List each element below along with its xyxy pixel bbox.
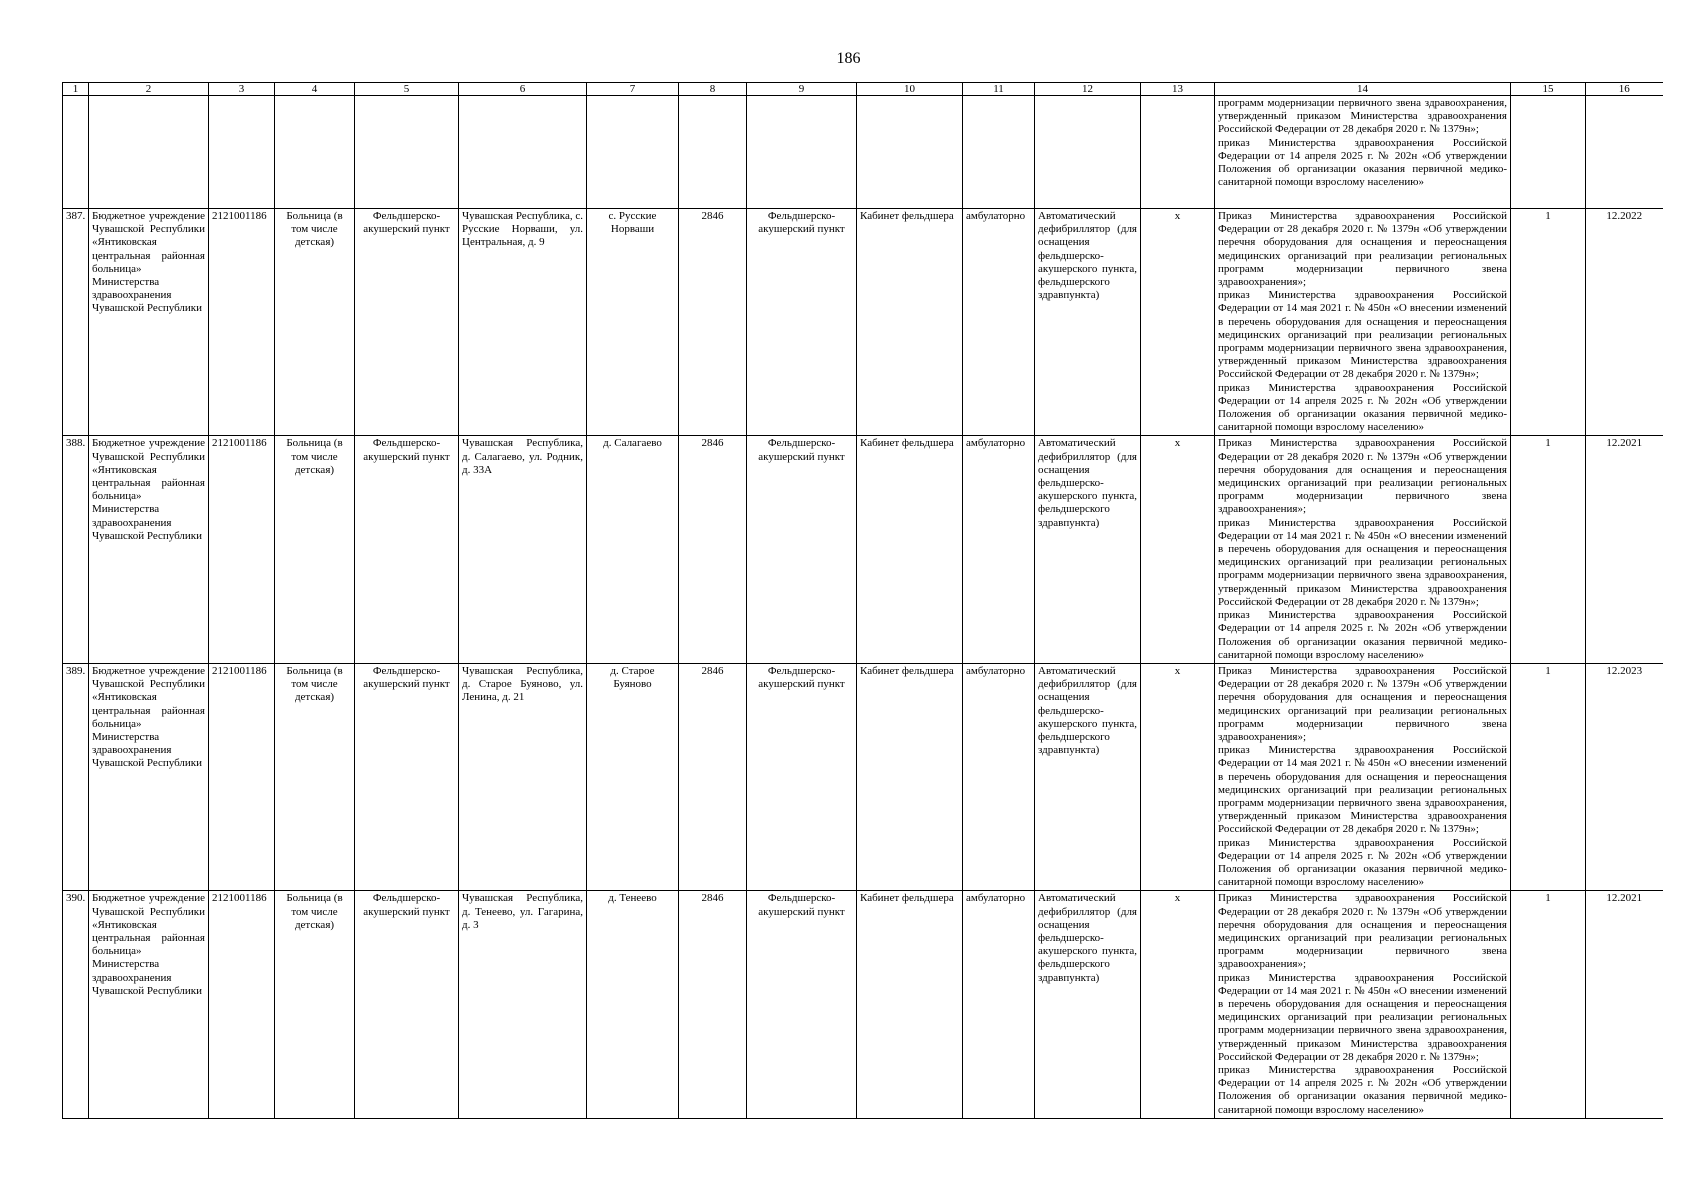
header-row bbox=[63, 83, 1663, 96]
date-cell: 12.2021 bbox=[1586, 891, 1663, 1118]
unit-cell: Фельдшерско-акушерский пункт bbox=[355, 209, 459, 436]
row-number: 389. bbox=[63, 663, 89, 890]
inn-cell: 2121001186 bbox=[209, 436, 275, 663]
row-number: 388. bbox=[63, 436, 89, 663]
basis-paragraph: приказ Министерства здравоохранения Российской Федерации от 14 мая 2021 г. № 450н «О внесении изменений в перечень оборудования для оснащения и переоснащения медицинских организаций при реализации региональных программ модернизации первичного звена здравоохранения, утвержденный приказом Министерства здравоохранения Российской Федерации от 28 декабря 2020 г. № 1379н»; bbox=[1218, 971, 1507, 1063]
organization-cell: Бюджетное учреждение Чувашской Республики «Янтиковская центральная районная больница» Министерства здравоохранения Чувашской Республики bbox=[89, 663, 209, 890]
basis-cell bbox=[1215, 436, 1511, 663]
type-cell: Больница (в том числе детская) bbox=[275, 209, 355, 436]
basis-paragraph: Приказ Министерства здравоохранения Российской Федерации от 28 декабря 2020 г. № 1379н «Об утверждении перечня оборудования для оснащения и переоснащения медицинских организаций при реализации региональных программ модернизации первичного звена здравоохранения»; bbox=[1218, 437, 1507, 516]
header-cell: 5 bbox=[355, 83, 459, 96]
col13-cell: х bbox=[1141, 209, 1215, 436]
basis-paragraph: приказ Министерства здравоохранения Российской Федерации от 14 апреля 2025 г. № 202н «Об утверждении Положения об организации оказания первичной медико-санитарной помощи взрослому населению» bbox=[1218, 1064, 1507, 1116]
equipment-cell: Автоматический дефибриллятор (для оснащения фельдшерско-акушерского пункта, фельдшерского здравпункта) bbox=[1035, 209, 1141, 436]
basis-paragraph: приказ Министерства здравоохранения Российской Федерации от 14 мая 2021 г. № 450н «О внесении изменений в перечень оборудования для оснащения и переоснащения медицинских организаций при реализации региональных программ модернизации первичного звена здравоохранения, утвержденный приказом Министерства здравоохранения Российской Федерации от 28 декабря 2020 г. № 1379н»; bbox=[1218, 744, 1507, 836]
unit2-cell: Фельдшерско-акушерский пункт bbox=[747, 663, 857, 890]
address-cell: Чувашская Республика, д. Тенеево, ул. Гагарина, д. 3 bbox=[459, 891, 587, 1118]
type-cell: Больница (в том числе детская) bbox=[275, 436, 355, 663]
header-cell: 13 bbox=[1141, 83, 1215, 96]
row-number: 390. bbox=[63, 891, 89, 1118]
basis-cell bbox=[1215, 209, 1511, 436]
basis-paragraph: приказ Министерства здравоохранения Российской Федерации от 14 мая 2021 г. № 450н «О внесении изменений в перечень оборудования для оснащения и переоснащения медицинских организаций при реализации региональных программ модернизации первичного звена здравоохранения, утвержденный приказом Министерства здравоохранения Российской Федерации от 28 декабря 2020 г. № 1379н»; bbox=[1218, 516, 1507, 608]
basis-cell bbox=[1215, 96, 1511, 209]
col13-cell: х bbox=[1141, 891, 1215, 1118]
room-cell: Кабинет фельдшера bbox=[857, 436, 963, 663]
code-cell: 2846 bbox=[679, 436, 747, 663]
date-cell: 12.2023 bbox=[1586, 663, 1663, 890]
unit-cell: Фельдшерско-акушерский пункт bbox=[355, 436, 459, 663]
locality-cell: д. Старое Буяново bbox=[587, 663, 679, 890]
header-cell: 6 bbox=[459, 83, 587, 96]
header-cell: 14 bbox=[1215, 83, 1511, 96]
code-cell: 2846 bbox=[679, 891, 747, 1118]
mode-cell: амбулаторно bbox=[963, 436, 1035, 663]
equipment-table bbox=[62, 82, 1663, 1119]
room-cell: Кабинет фельдшера bbox=[857, 209, 963, 436]
locality-cell: д. Тенеево bbox=[587, 891, 679, 1118]
unit2-cell: Фельдшерско-акушерский пункт bbox=[747, 891, 857, 1118]
row-number: 387. bbox=[63, 209, 89, 436]
basis-paragraph: Приказ Министерства здравоохранения Российской Федерации от 28 декабря 2020 г. № 1379н «Об утверждении перечня оборудования для оснащения и переоснащения медицинских организаций при реализации региональных программ модернизации первичного звена здравоохранения»; bbox=[1218, 210, 1507, 289]
code-cell: 2846 bbox=[679, 209, 747, 436]
equipment-cell: Автоматический дефибриллятор (для оснащения фельдшерско-акушерского пункта, фельдшерского здравпункта) bbox=[1035, 891, 1141, 1118]
continuation-row bbox=[63, 96, 1663, 209]
locality-cell: с. Русские Норваши bbox=[587, 209, 679, 436]
basis-cell bbox=[1215, 663, 1511, 890]
header-cell: 4 bbox=[275, 83, 355, 96]
inn-cell: 2121001186 bbox=[209, 663, 275, 890]
unit-cell: Фельдшерско-акушерский пункт bbox=[355, 891, 459, 1118]
unit2-cell: Фельдшерско-акушерский пункт bbox=[747, 209, 857, 436]
basis-paragraph: программ модернизации первичного звена здравоохранения, утвержденный приказом Министерства здравоохранения Российской Федерации от 28 декабря 2020 г. № 1379н»; bbox=[1218, 97, 1507, 136]
equipment-cell: Автоматический дефибриллятор (для оснащения фельдшерско-акушерского пункта, фельдшерского здравпункта) bbox=[1035, 436, 1141, 663]
page-number: 186 bbox=[836, 50, 861, 67]
room-cell: Кабинет фельдшера bbox=[857, 891, 963, 1118]
organization-cell: Бюджетное учреждение Чувашской Республики «Янтиковская центральная районная больница» Министерства здравоохранения Чувашской Республики bbox=[89, 436, 209, 663]
basis-paragraph: Приказ Министерства здравоохранения Российской Федерации от 28 декабря 2020 г. № 1379н «Об утверждении перечня оборудования для оснащения и переоснащения медицинских организаций при реализации региональных программ модернизации первичного звена здравоохранения»; bbox=[1218, 892, 1507, 971]
table-row bbox=[63, 436, 1663, 663]
header-cell: 3 bbox=[209, 83, 275, 96]
room-cell: Кабинет фельдшера bbox=[857, 663, 963, 890]
type-cell: Больница (в том числе детская) bbox=[275, 663, 355, 890]
qty-cell: 1 bbox=[1511, 663, 1586, 890]
basis-paragraph: приказ Министерства здравоохранения Российской Федерации от 14 апреля 2025 г. № 202н «Об утверждении Положения об организации оказания первичной медико-санитарной помощи взрослому населению» bbox=[1218, 136, 1507, 189]
basis-paragraph: приказ Министерства здравоохранения Российской Федерации от 14 апреля 2025 г. № 202н «Об утверждении Положения об организации оказания первичной медико-санитарной помощи взрослому населению» bbox=[1218, 836, 1507, 889]
table-row bbox=[63, 891, 1663, 1118]
header-cell: 10 bbox=[857, 83, 963, 96]
type-cell: Больница (в том числе детская) bbox=[275, 891, 355, 1118]
table-row bbox=[63, 209, 1663, 436]
mode-cell: амбулаторно bbox=[963, 209, 1035, 436]
mode-cell: амбулаторно bbox=[963, 663, 1035, 890]
basis-paragraph: Приказ Министерства здравоохранения Российской Федерации от 28 декабря 2020 г. № 1379н «Об утверждении перечня оборудования для оснащения и переоснащения медицинских организаций при реализации региональных программ модернизации первичного звена здравоохранения»; bbox=[1218, 664, 1507, 743]
organization-cell: Бюджетное учреждение Чувашской Республики «Янтиковская центральная районная больница» Министерства здравоохранения Чувашской Республики bbox=[89, 209, 209, 436]
inn-cell: 2121001186 bbox=[209, 891, 275, 1118]
table-row bbox=[63, 663, 1663, 890]
header-cell: 15 bbox=[1511, 83, 1586, 96]
qty-cell: 1 bbox=[1511, 209, 1586, 436]
inn-cell: 2121001186 bbox=[209, 209, 275, 436]
header-cell: 1 bbox=[63, 83, 89, 96]
header-cell: 16 bbox=[1586, 83, 1663, 96]
basis-cell bbox=[1215, 891, 1511, 1118]
col13-cell: х bbox=[1141, 663, 1215, 890]
basis-paragraph: приказ Министерства здравоохранения Российской Федерации от 14 апреля 2025 г. № 202н «Об утверждении Положения об организации оказания первичной медико-санитарной помощи взрослому населению» bbox=[1218, 381, 1507, 434]
address-cell: Чувашская Республика, с. Русские Норваши, ул. Центральная, д. 9 bbox=[459, 209, 587, 436]
unit-cell: Фельдшерско-акушерский пункт bbox=[355, 663, 459, 890]
mode-cell: амбулаторно bbox=[963, 891, 1035, 1118]
basis-paragraph: приказ Министерства здравоохранения Российской Федерации от 14 мая 2021 г. № 450н «О внесении изменений в перечень оборудования для оснащения и переоснащения медицинских организаций при реализации региональных программ модернизации первичного звена здравоохранения, утвержденный приказом Министерства здравоохранения Российской Федерации от 28 декабря 2020 г. № 1379н»; bbox=[1218, 289, 1507, 381]
header-cell: 2 bbox=[89, 83, 209, 96]
date-cell: 12.2021 bbox=[1586, 436, 1663, 663]
header-cell: 11 bbox=[963, 83, 1035, 96]
qty-cell: 1 bbox=[1511, 436, 1586, 663]
equipment-cell: Автоматический дефибриллятор (для оснащения фельдшерско-акушерского пункта, фельдшерского здравпункта) bbox=[1035, 663, 1141, 890]
code-cell: 2846 bbox=[679, 663, 747, 890]
header-cell: 8 bbox=[679, 83, 747, 96]
header-cell: 12 bbox=[1035, 83, 1141, 96]
basis-paragraph: приказ Министерства здравоохранения Российской Федерации от 14 апреля 2025 г. № 202н «Об утверждении Положения об организации оказания первичной медико-санитарной помощи взрослому населению» bbox=[1218, 609, 1507, 661]
address-cell: Чувашская Республика, д. Старое Буяново, ул. Ленина, д. 21 bbox=[459, 663, 587, 890]
col13-cell: х bbox=[1141, 436, 1215, 663]
qty-cell: 1 bbox=[1511, 891, 1586, 1118]
date-cell: 12.2022 bbox=[1586, 209, 1663, 436]
locality-cell: д. Салагаево bbox=[587, 436, 679, 663]
organization-cell: Бюджетное учреждение Чувашской Республики «Янтиковская центральная районная больница» Министерства здравоохранения Чувашской Республики bbox=[89, 891, 209, 1118]
header-cell: 9 bbox=[747, 83, 857, 96]
unit2-cell: Фельдшерско-акушерский пункт bbox=[747, 436, 857, 663]
header-cell: 7 bbox=[587, 83, 679, 96]
address-cell: Чувашская Республика, д. Салагаево, ул. Родник, д. 33А bbox=[459, 436, 587, 663]
